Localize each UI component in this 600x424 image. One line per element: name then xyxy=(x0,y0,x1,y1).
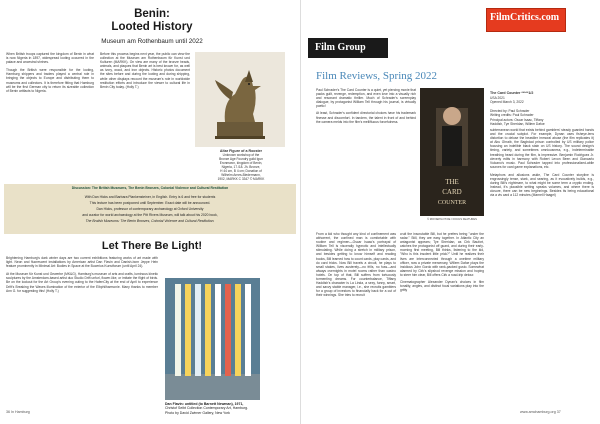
film-right-paragraph-1: subterranean world that exists behind gamblers' steady guarded hands and the crucial subplot. For example, Dynan uses fisheye-lens distortion to deluse the beastlier immoral abuse (the film replicates it) at Abu Ghraib, the Baghdad prison controlled by US military police focusing an indelible black stain on US history. The sound design's timing, variety, and sometimes omniousness, e.g., indeterminable breathing heard during the film, is impressive. Benjamin Rodriguez Jr. cleverly edits in harmony with Robert Levon Been and Giancarlo Vulcano's music. Paul Schrader tapped into professionalized-ablle sources for card game explanations, etc. xyxy=(490,128,594,169)
rooster-figure-illustration xyxy=(195,52,285,147)
film-group-label: Film Group xyxy=(315,42,366,53)
light-title: Let There Be Light! xyxy=(101,240,203,252)
discussion-heading: Discussion: The British Museums, The Benin Bronzes, Colonial Violence and Cultural Restitution xyxy=(71,186,229,190)
rooster-caption-line: Bronze Age Foundry guild Igun xyxy=(219,157,263,161)
light-paragraph-2: At the Museum für Kunst und Gewerbe (MK&G), Hamburg's museum of arts and crafts, luminous kinetic sculptures by the Amsterdam-based artist duo Studio Drift unfurl, flower-like, or imitate the flight of birds. Be on the lookout for the Art Group's evening outing to the HafenCity at the end of April to experience Drift's Breaking the Waves illumination of the exterior of the Elbphilharmonie. Many thanks to member Ann G. for suggesting this! (Holly T.) xyxy=(6,272,158,293)
dan-flavin-image xyxy=(165,278,260,400)
rooster-caption-line: Eronmwon, kingdom of Benin, xyxy=(219,161,263,165)
svg-text:THE: THE xyxy=(445,178,459,186)
film-col-right xyxy=(490,128,594,198)
benin-col-2 xyxy=(100,52,190,89)
film-info-line: Opened March 3, 2022 xyxy=(490,100,524,104)
film-right-paragraph-2: Metaphors and allusions aside, The Card Counter storyline is engrossingly tense, stark, and searing, as it evocatively builds, e.g., during Bill's nightmare, to what might be some term a cryptic ending. Instead, it's plausible setting speaks volumes, and where there is closure, there can be new beginnings. Besides its being educational via a vis card a 112 minutes (Marnell Haagel) xyxy=(490,172,594,198)
film-info-box xyxy=(490,91,594,127)
film-mid-paragraph: From a kid who thought any kind of confinement was abhorrent, the confined man is comfortable with routine and regimen—Oscar Isaac's portrayal of William Tell is viscerally hypnotic and intellectually stimulating. While doing a stretch in military prison, and besides getting to know himself and reading books, Bill learned how to count cards, play cards, and do card tricks. Now Bill travels a circuit, he plays to small stakes, lives austerely—no frills, no fuss—and always overnights in motel rooms rather than casino hotels. On top of that, Bill suffers from tortuously tormenting dreams. For counterbalance, Tiffany Haddish's character is La Linda, a sexy, funny, smart, and savvy stable manager, i.e., she recruits gamblers for a group of investors to financially back for a cut of their winnings. She tries to recruit xyxy=(316,232,396,298)
left-page-number: 36 In Hamburg xyxy=(6,410,30,414)
benin-col1-paragraph-1: When British troops captured the kingdom of Benin in what is now Nigeria in 1897, widespread looting occurred in the palace and ancestral shrines. xyxy=(6,52,94,65)
light-paragraph-1: Brightening Hamburg's dark winter days are two current exhibitions featuring works of art made with light. Neon and fluorescent installations by American artist Dan Flavin and Danish-born Jeppe Hein feature prominently in Minimal Art: Bodies in Space at the Bucerius Kunstforum (until April 24). xyxy=(6,256,158,269)
dan-caption-title: Dan Flavin: untitled (to Barnett Newman), 1971, xyxy=(165,402,244,406)
benin-title xyxy=(94,8,210,34)
film-info-line: Directed by: Paul Schrader xyxy=(490,108,530,113)
film-center-paragraph-1: cruit the inscrutable Bill, but he prefers being "under the radar." Still, they are easy together. In Atlantic City an antagonist appears; Tye Sheridan, as Cirk Baufort, catches the protagonist off guard, and during their early-morning first meeting, Bill thinks, listening to the kid, "Who is this insolent little prick?" Until he realizes their lives are interconnected through a onetime military officer, now a private mercenary, Willem Dafoe plays the insidious John Gordo with rank-packed gusto. Somewhat alarmed by Cirk's slipshod revenge mission and hoping to steer him clear, Bill offers Cirk a road-trip detour. xyxy=(400,232,484,277)
film-intro-paragraph: Paul Schrader's The Card Counter is a quiet, yet piercing movie that packs guilt, revenge, redemption, and even love into a visually rich and resonant dramatic thriller. Much of Schrader's screenplay dialogue, by protagonist William Tell through his journal, is virtually poetic! xyxy=(316,88,416,109)
light-col xyxy=(6,256,158,293)
svg-text:CARD: CARD xyxy=(442,188,462,196)
film-center-paragraph-2: Cinematographer Alexander Dynan's choices in film tonality, angles, and distinct focal variations play into the gritty xyxy=(400,280,484,293)
discussion-line: With Dan Hicks and Barbara Plankensteiner, in English. Entry is 6 and free for students xyxy=(84,195,216,199)
benin-title-line-1: Benin: xyxy=(134,8,170,20)
discussion-line: The Brutish Museums: The Benin Bronzes, Colonial Violence and Cultural Restitution. xyxy=(85,219,215,223)
discussion-line: Dan Hicks, professor of contemporary archaeology at Oxford University xyxy=(96,207,204,211)
film-col-intro xyxy=(316,88,416,124)
discussion-line: and curator for world archaeology at the Pitt Rivers Museum, will talk about his 2020 book, xyxy=(82,213,218,217)
rooster-caption-line: H 44 cm, B 4 cm; Donation of xyxy=(220,169,262,173)
right-page-number: www.amchamburg.org 37 xyxy=(520,410,561,414)
benin-col1-paragraph-2: Though the British were responsible for the looting, Hamburg shippers and traders played a central role in bringing the objects to Europe and distributing them to museums and collectors. It is therefore fitting that Hamburg will be the first German city to return its sizeable collection of Benin artifacts to Nigeria. xyxy=(6,68,94,93)
rooster-caption-line: 1902, MARKK C 3347 © MARKK xyxy=(217,177,265,181)
card-counter-poster xyxy=(420,88,484,216)
dan-flavin-illustration xyxy=(165,278,260,400)
rooster-caption-line: Unknown workshop of the xyxy=(222,153,260,157)
svg-text:COUNTER: COUNTER xyxy=(437,200,467,206)
poster-caption: © MOVIEPILOT.DE / FOCUS FEATURES xyxy=(427,218,477,221)
film-col-center xyxy=(400,232,484,292)
rooster-caption-line: Nigeria, 17./18. Jh. Bronze, xyxy=(221,165,261,169)
discussion-line: This lecture has been postponed until September. Exact date will be announced. xyxy=(89,201,211,205)
benin-col-1 xyxy=(6,52,94,93)
dan-caption-line: Photo by David Zwirner Gallery, New York xyxy=(165,410,230,415)
dan-flavin-caption xyxy=(165,402,295,415)
rooster-caption-title: Altar Figure of a Rooster xyxy=(219,149,263,153)
filmcritics-logo-text: FilmCritics.com xyxy=(490,12,560,23)
film-info-line: Writing credits: Paul Schrader xyxy=(490,113,534,117)
film-col-mid xyxy=(316,232,396,298)
rooster-caption-line: Wilhelm Arnes-Biedermann, xyxy=(221,173,261,177)
card-counter-poster-illustration xyxy=(420,88,484,216)
film-info-line: USA 2021 xyxy=(490,95,505,100)
benin-subtitle: Museum am Rothenbaum until 2022 xyxy=(101,38,203,45)
film-intro-paragraph-2: At least, Schrader's confident directorial choices have his trademark finesse and discomfort. In tandem, the talent in front of and behind the camera melds into the film's mellifluous forcefulness. xyxy=(316,111,416,124)
film-reviews-heading: Film Reviews, Spring 2022 xyxy=(316,70,438,82)
rooster-figure-image xyxy=(195,52,285,147)
film-info-line: Principal actors: Oscar Isaac, Tiffany xyxy=(490,117,544,122)
rooster-caption xyxy=(196,149,286,181)
dan-caption-line: Christof Seibt Collection Contemporary Art, Hamburg. xyxy=(165,406,249,411)
benin-title-line-2: Looted History xyxy=(111,21,193,33)
benin-col2-paragraph-1: Before this process begins next year, the public can view the collection at the Museum am Rothenbaum für Kunst und Kulturen (MARKK). On view are many of the bronze heads, animals, and plaques that Benin art is best known for, as well as ivory, wood, and iron objects. Historic photos document the sites before and during the looting and during shipping, while other displays recount the museum's role in worldwide restitution efforts and introduce the viewer to cultural life in Benin City today. (Holly T.) xyxy=(100,52,190,89)
film-info-line: Haddish, Tye Sheridan, Willem Dafoe xyxy=(490,122,545,126)
film-info-title: The Card Counter *****1/2 xyxy=(490,91,534,95)
